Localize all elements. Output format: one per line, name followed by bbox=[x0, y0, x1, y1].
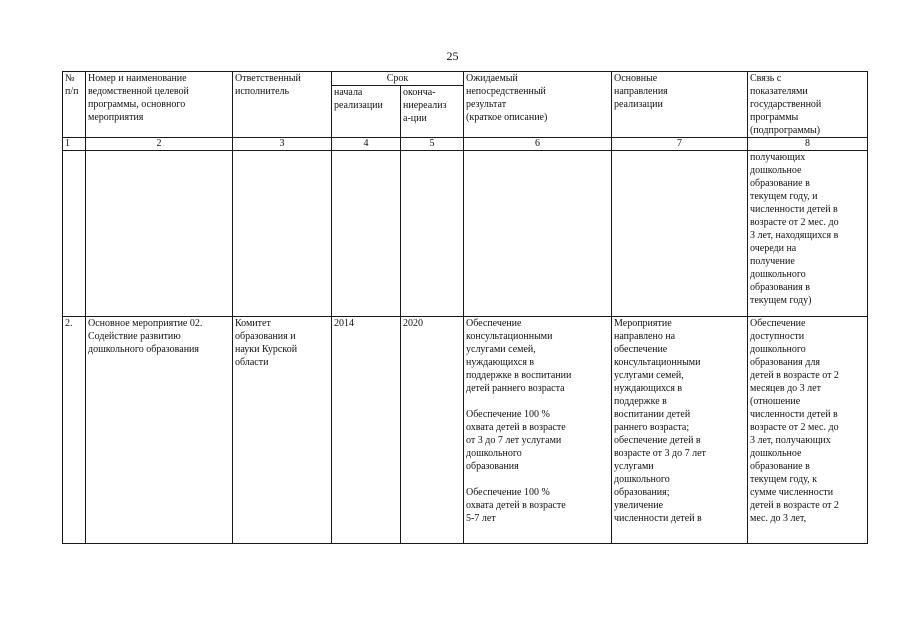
row-number: 2. bbox=[63, 317, 86, 544]
empty-cell bbox=[401, 151, 464, 317]
empty-cell bbox=[332, 151, 401, 317]
header-term: Срок bbox=[332, 72, 464, 86]
indicators-link: Обеспечение доступности дошкольного образования для детей в возрасте от 2 месяцев до 3 лет (отношение численности детей в возрасте от 2 мес. до 3 лет, получающих дошкольное образование в текущем году, к сумме численности детей в возрасте от 2 мес. до 3 лет, bbox=[748, 317, 868, 544]
result-paragraph: Обеспечение 100 % охвата детей в возрасте 5-7 лет bbox=[466, 487, 566, 524]
empty-cell bbox=[63, 151, 86, 317]
column-number: 5 bbox=[401, 138, 464, 151]
program-name: Основное мероприятие 02. Содействие развитию дошкольного образования bbox=[86, 317, 233, 544]
column-number: 4 bbox=[332, 138, 401, 151]
column-numbers-row bbox=[63, 138, 868, 151]
header-start: начала реализации bbox=[332, 86, 401, 138]
start-year: 2014 bbox=[332, 317, 401, 544]
header-end: оконча- ниереализ а-ции bbox=[401, 86, 464, 138]
table-row bbox=[63, 151, 868, 317]
expected-result bbox=[464, 317, 612, 544]
column-number: 6 bbox=[464, 138, 612, 151]
main-directions: Мероприятие направлено на обеспечение консультационными услугами семей, нуждающихся в поддержке в воспитании детей раннего возраста; обеспечение детей в возрасте от 3 до 7 лет услугами дошкольного образования; увеличение численности детей в bbox=[612, 317, 748, 544]
empty-cell bbox=[86, 151, 233, 317]
empty-cell bbox=[464, 151, 612, 317]
empty-cell bbox=[233, 151, 332, 317]
page-number: 25 bbox=[446, 49, 459, 63]
header-program-name: Номер и наименование ведомственной целевой программы, основного мероприятия bbox=[86, 72, 233, 138]
header-number: № п/п bbox=[63, 72, 86, 138]
result-paragraph: Обеспечение консультационными услугами семей, нуждающихся в поддержке в воспитании детей раннего возраста bbox=[466, 318, 572, 394]
table-row bbox=[63, 317, 868, 544]
result-paragraph: Обеспечение 100 % охвата детей в возрасте от 3 до 7 лет услугами дошкольного образования bbox=[466, 409, 566, 472]
column-number: 1 bbox=[63, 138, 86, 151]
empty-cell bbox=[612, 151, 748, 317]
header-indicators-link: Связь с показателями государственной программы (подпрограммы) bbox=[748, 72, 868, 138]
column-number: 8 bbox=[748, 138, 868, 151]
column-number: 2 bbox=[86, 138, 233, 151]
end-year: 2020 bbox=[401, 317, 464, 544]
header-directions: Основные направления реализации bbox=[612, 72, 748, 138]
column-number: 3 bbox=[233, 138, 332, 151]
header-executor: Ответственный исполнитель bbox=[233, 72, 332, 138]
table-header-row bbox=[63, 72, 868, 86]
executor: Комитет образования и науки Курской области bbox=[233, 317, 332, 544]
header-expected-result: Ожидаемый непосредственный результат (краткое описание) bbox=[464, 72, 612, 138]
program-table bbox=[62, 71, 868, 544]
indicators-continuation: получающих дошкольное образование в текущем году, и численности детей в возрасте от 2 мес. до 3 лет, находящихся в очереди на получение дошкольного образования в текущем году) bbox=[748, 151, 868, 317]
column-number: 7 bbox=[612, 138, 748, 151]
